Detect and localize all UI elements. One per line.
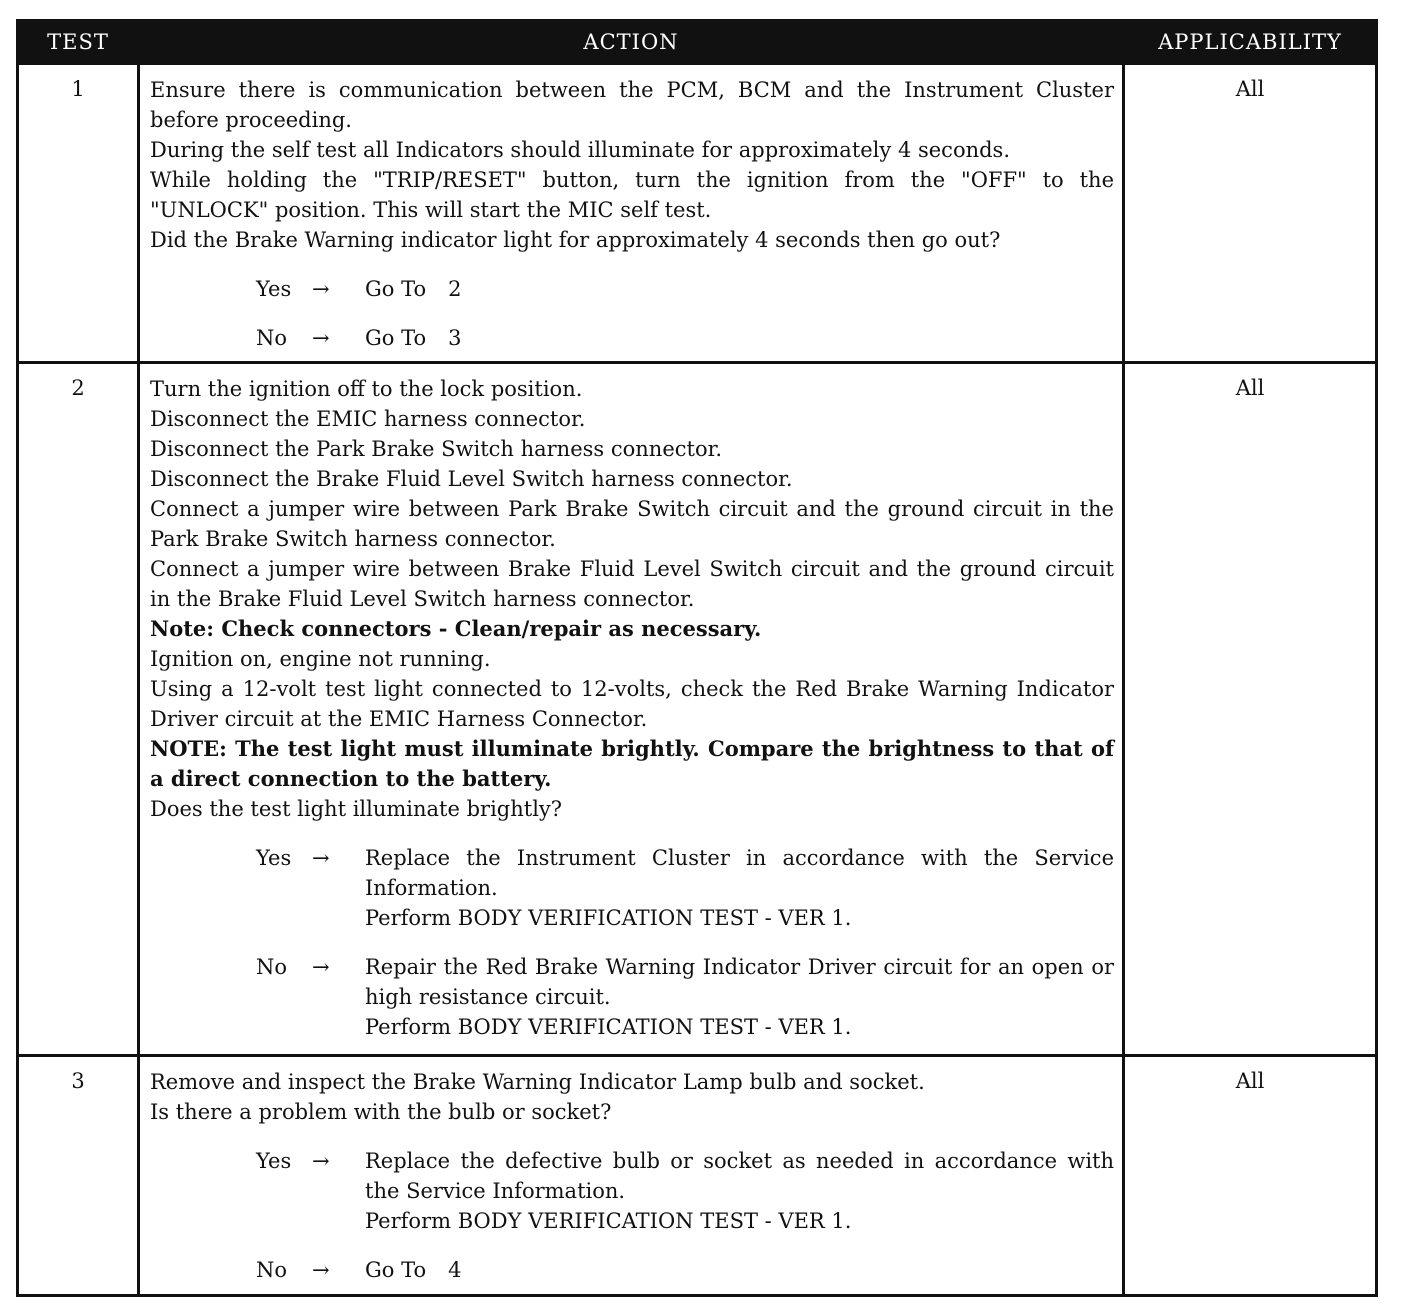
yes-label: Yes xyxy=(256,1149,292,1173)
action-line: Connect a jumper wire between Brake Fluid Level Switch circuit and the ground circuit in the Brake Fluid Level Switch harness connector. xyxy=(150,557,1114,611)
action-line: Does the test light illuminate brightly? xyxy=(150,797,563,821)
yes-label: Yes xyxy=(256,277,292,301)
header-applicability: APPLICABILITY xyxy=(1158,30,1342,54)
action-cell xyxy=(137,364,1125,1054)
no-label: No xyxy=(256,955,288,979)
table-row xyxy=(19,62,1375,361)
action-cell xyxy=(137,1057,1125,1294)
applicability-cell: All xyxy=(1235,77,1265,101)
no-answer xyxy=(150,1255,1114,1285)
action-line: Did the Brake Warning indicator light for approximately 4 seconds then go out? xyxy=(150,228,1001,252)
arrow-right-icon: → xyxy=(312,277,330,301)
no-answer xyxy=(150,323,1114,353)
answer-text: Replace the Instrument Cluster in accordance with the Service Information. xyxy=(365,846,1114,900)
action-line: During the self test all Indicators should illuminate for approximately 4 seconds. xyxy=(150,138,1011,162)
action-line: Remove and inspect the Brake Warning Indicator Lamp bulb and socket. xyxy=(150,1070,925,1094)
applicability-cell: All xyxy=(1235,1069,1265,1093)
action-cell xyxy=(137,65,1125,361)
no-label: No xyxy=(256,1258,288,1282)
action-line: Disconnect the EMIC harness connector. xyxy=(150,407,586,431)
arrow-right-icon: → xyxy=(312,955,330,979)
test-number: 1 xyxy=(71,77,85,101)
action-line: Disconnect the Park Brake Switch harness connector. xyxy=(150,437,722,461)
action-line: Connect a jumper wire between Park Brake Switch circuit and the ground circuit in the Park Brake Switch harness connector. xyxy=(150,497,1114,551)
goto-number: 4 xyxy=(448,1258,462,1282)
header-action: ACTION xyxy=(583,30,679,54)
action-line: Turn the ignition off to the lock position. xyxy=(150,377,583,401)
action-line: Ensure there is communication between the PCM, BCM and the Instrument Cluster before proceeding. xyxy=(150,78,1114,132)
yes-answer xyxy=(150,1146,1114,1236)
arrow-right-icon: → xyxy=(312,1149,330,1173)
applicability-cell: All xyxy=(1235,376,1265,400)
diagnostic-test-table xyxy=(16,19,1378,1297)
no-label: No xyxy=(256,326,288,350)
arrow-right-icon: → xyxy=(312,1258,330,1282)
goto-number: 2 xyxy=(448,277,462,301)
action-line: Ignition on, engine not running. xyxy=(150,647,491,671)
action-line: Is there a problem with the bulb or socket? xyxy=(150,1100,612,1124)
arrow-right-icon: → xyxy=(312,326,330,350)
test-number: 3 xyxy=(71,1069,85,1093)
verification-text: Perform BODY VERIFICATION TEST - VER 1. xyxy=(365,1015,852,1039)
yes-label: Yes xyxy=(256,846,292,870)
answer-text: Repair the Red Brake Warning Indicator Driver circuit for an open or high resistance circuit. xyxy=(365,955,1114,1009)
table-row xyxy=(19,361,1375,1054)
header-test: TEST xyxy=(47,30,109,54)
goto-label: Go To xyxy=(365,326,427,350)
goto-label: Go To xyxy=(365,277,427,301)
action-line: Using a 12-volt test light connected to 12-volts, check the Red Brake Warning Indicator Driver circuit at the EMIC Harness Connector. xyxy=(150,677,1114,731)
arrow-right-icon: → xyxy=(312,846,330,870)
note-line: NOTE: The test light must illuminate brightly. Compare the brightness to that of a direct connection to the battery. xyxy=(150,736,1114,791)
action-line: While holding the "TRIP/RESET" button, turn the ignition from the "OFF" to the "UNLOCK" position. This will start the MIC self test. xyxy=(150,168,1114,222)
goto-number: 3 xyxy=(448,326,462,350)
no-answer xyxy=(150,952,1114,1042)
table-header xyxy=(19,22,1375,62)
verification-text: Perform BODY VERIFICATION TEST - VER 1. xyxy=(365,1209,852,1233)
action-line: Disconnect the Brake Fluid Level Switch harness connector. xyxy=(150,467,793,491)
yes-answer xyxy=(150,274,1114,304)
test-number: 2 xyxy=(71,376,85,400)
verification-text: Perform BODY VERIFICATION TEST - VER 1. xyxy=(365,906,852,930)
table-row xyxy=(19,1054,1375,1294)
yes-answer xyxy=(150,843,1114,933)
answer-text: Replace the defective bulb or socket as needed in accordance with the Service Information. xyxy=(365,1149,1114,1203)
goto-label: Go To xyxy=(365,1258,427,1282)
note-line: Note: Check connectors - Clean/repair as necessary. xyxy=(150,616,762,641)
